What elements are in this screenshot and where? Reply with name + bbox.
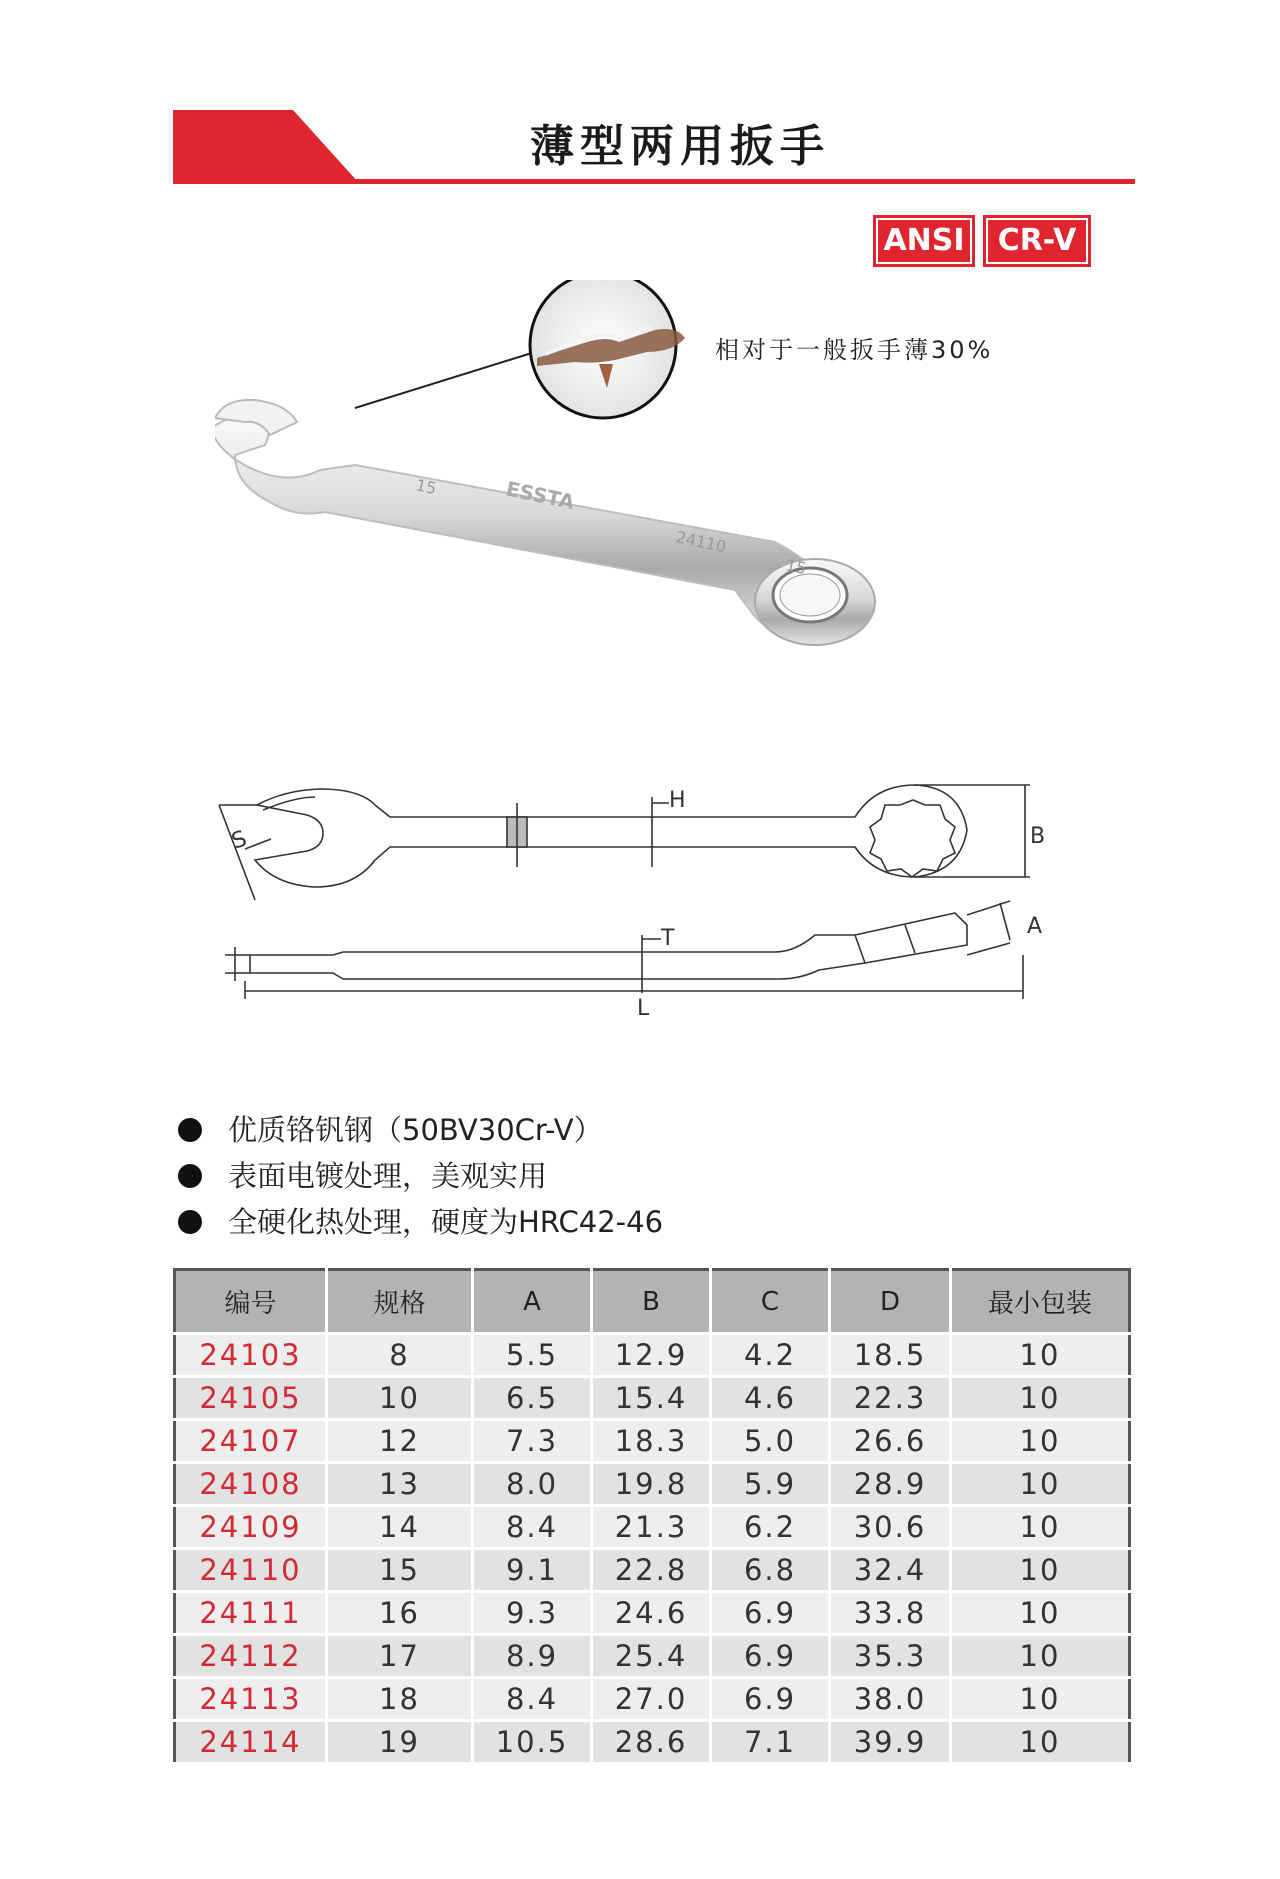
table-cell: 4.2 xyxy=(711,1334,830,1377)
table-cell: 10 xyxy=(951,1721,1130,1764)
table-cell-code: 24107 xyxy=(175,1420,327,1463)
dim-label-h: H xyxy=(669,788,686,813)
feature-item xyxy=(178,1154,547,1195)
col-header-c: C xyxy=(711,1270,830,1334)
table-cell: 17 xyxy=(327,1635,473,1678)
table-cell: 10 xyxy=(951,1463,1130,1506)
svg-text:24110: 24110 xyxy=(674,527,728,557)
table-cell: 6.9 xyxy=(711,1635,830,1678)
table-cell: 21.3 xyxy=(592,1506,711,1549)
table-cell: 9.1 xyxy=(473,1549,592,1592)
table-cell: 10 xyxy=(951,1420,1130,1463)
table-cell-code: 24103 xyxy=(175,1334,327,1377)
table-cell: 10 xyxy=(951,1549,1130,1592)
table-cell: 8 xyxy=(327,1334,473,1377)
svg-text:15: 15 xyxy=(784,555,809,579)
table-cell-code: 24105 xyxy=(175,1377,327,1420)
table-cell: 10.5 xyxy=(473,1721,592,1764)
table-cell: 22.3 xyxy=(830,1377,951,1420)
svg-text:15: 15 xyxy=(414,475,439,499)
feature-item xyxy=(178,1200,663,1241)
feature-text: 优质铬钒钢（50BV30Cr-V） xyxy=(228,1113,603,1147)
table-cell: 10 xyxy=(951,1334,1130,1377)
technical-drawing xyxy=(215,775,1065,1015)
table-row xyxy=(175,1721,1130,1764)
table-cell: 4.6 xyxy=(711,1377,830,1420)
table-cell: 10 xyxy=(951,1506,1130,1549)
table-cell: 39.9 xyxy=(830,1721,951,1764)
table-cell: 7.1 xyxy=(711,1721,830,1764)
col-header-b: B xyxy=(592,1270,711,1334)
table-cell: 6.9 xyxy=(711,1678,830,1721)
dim-label-s: S xyxy=(228,826,251,855)
table-header-row xyxy=(175,1270,1130,1334)
table-cell: 25.4 xyxy=(592,1635,711,1678)
table-cell: 5.0 xyxy=(711,1420,830,1463)
header-accent-shape xyxy=(173,110,358,182)
table-cell: 18 xyxy=(327,1678,473,1721)
table-cell: 7.3 xyxy=(473,1420,592,1463)
table-cell-code: 24108 xyxy=(175,1463,327,1506)
table-cell: 19.8 xyxy=(592,1463,711,1506)
table-cell: 8.4 xyxy=(473,1506,592,1549)
table-cell: 15 xyxy=(327,1549,473,1592)
col-header-code: 编号 xyxy=(175,1270,327,1334)
table-cell: 22.8 xyxy=(592,1549,711,1592)
table-cell: 6.8 xyxy=(711,1549,830,1592)
bullet-icon xyxy=(178,1164,202,1188)
table-cell: 5.9 xyxy=(711,1463,830,1506)
table-cell: 8.4 xyxy=(473,1678,592,1721)
table-cell: 10 xyxy=(951,1635,1130,1678)
page-title: 薄型两用扳手 xyxy=(530,121,830,172)
table-row xyxy=(175,1420,1130,1463)
table-row xyxy=(175,1334,1130,1377)
feature-text: 表面电镀处理，美观实用 xyxy=(228,1159,548,1193)
table-cell: 19 xyxy=(327,1721,473,1764)
table-cell: 10 xyxy=(951,1678,1130,1721)
dim-label-a: A xyxy=(1027,914,1043,939)
bullet-icon xyxy=(178,1210,202,1234)
table-cell: 35.3 xyxy=(830,1635,951,1678)
table-cell: 27.0 xyxy=(592,1678,711,1721)
table-cell: 9.3 xyxy=(473,1592,592,1635)
col-header-d: D xyxy=(830,1270,951,1334)
col-header-min-pack: 最小包装 xyxy=(951,1270,1130,1334)
table-cell: 26.6 xyxy=(830,1420,951,1463)
svg-text:ESSTA: ESSTA xyxy=(503,476,577,515)
table-cell: 38.0 xyxy=(830,1678,951,1721)
table-cell: 6.2 xyxy=(711,1506,830,1549)
table-cell: 10 xyxy=(951,1377,1130,1420)
table-cell: 6.9 xyxy=(711,1592,830,1635)
table-cell: 13 xyxy=(327,1463,473,1506)
table-cell: 28.6 xyxy=(592,1721,711,1764)
table-cell: 12 xyxy=(327,1420,473,1463)
table-cell: 18.5 xyxy=(830,1334,951,1377)
col-header-a: A xyxy=(473,1270,592,1334)
table-cell-code: 24109 xyxy=(175,1506,327,1549)
table-cell-code: 24111 xyxy=(175,1592,327,1635)
table-cell: 6.5 xyxy=(473,1377,592,1420)
table-row xyxy=(175,1506,1130,1549)
table-cell: 18.3 xyxy=(592,1420,711,1463)
feature-item xyxy=(178,1108,603,1149)
table-cell: 15.4 xyxy=(592,1377,711,1420)
dim-label-l: L xyxy=(637,996,650,1015)
table-cell: 33.8 xyxy=(830,1592,951,1635)
table-cell-code: 24110 xyxy=(175,1549,327,1592)
table-row xyxy=(175,1549,1130,1592)
crv-badge: CR-V xyxy=(983,215,1091,267)
table-cell: 8.9 xyxy=(473,1635,592,1678)
table-cell: 16 xyxy=(327,1592,473,1635)
table-cell: 12.9 xyxy=(592,1334,711,1377)
feature-text: 全硬化热处理，硬度为HRC42-46 xyxy=(228,1205,664,1239)
bullet-icon xyxy=(178,1118,202,1142)
table-cell: 24.6 xyxy=(592,1592,711,1635)
table-row xyxy=(175,1463,1130,1506)
table-cell: 14 xyxy=(327,1506,473,1549)
dim-label-b: B xyxy=(1030,824,1046,849)
table-row xyxy=(175,1377,1130,1420)
wrench-body xyxy=(215,400,875,645)
table-cell: 28.9 xyxy=(830,1463,951,1506)
table-row xyxy=(175,1678,1130,1721)
table-cell: 5.5 xyxy=(473,1334,592,1377)
spec-table xyxy=(173,1268,1131,1765)
table-cell-code: 24114 xyxy=(175,1721,327,1764)
table-cell: 8.0 xyxy=(473,1463,592,1506)
dim-label-t: T xyxy=(661,926,675,951)
table-row xyxy=(175,1592,1130,1635)
col-header-size: 规格 xyxy=(327,1270,473,1334)
table-cell: 10 xyxy=(327,1377,473,1420)
table-cell-code: 24113 xyxy=(175,1678,327,1721)
table-cell: 30.6 xyxy=(830,1506,951,1549)
table-cell: 32.4 xyxy=(830,1549,951,1592)
table-cell: 10 xyxy=(951,1592,1130,1635)
table-row xyxy=(175,1635,1130,1678)
table-cell-code: 24112 xyxy=(175,1635,327,1678)
ansi-badge: ANSI xyxy=(873,215,975,267)
callout-text: 相对于一般扳手薄30% xyxy=(715,336,994,364)
